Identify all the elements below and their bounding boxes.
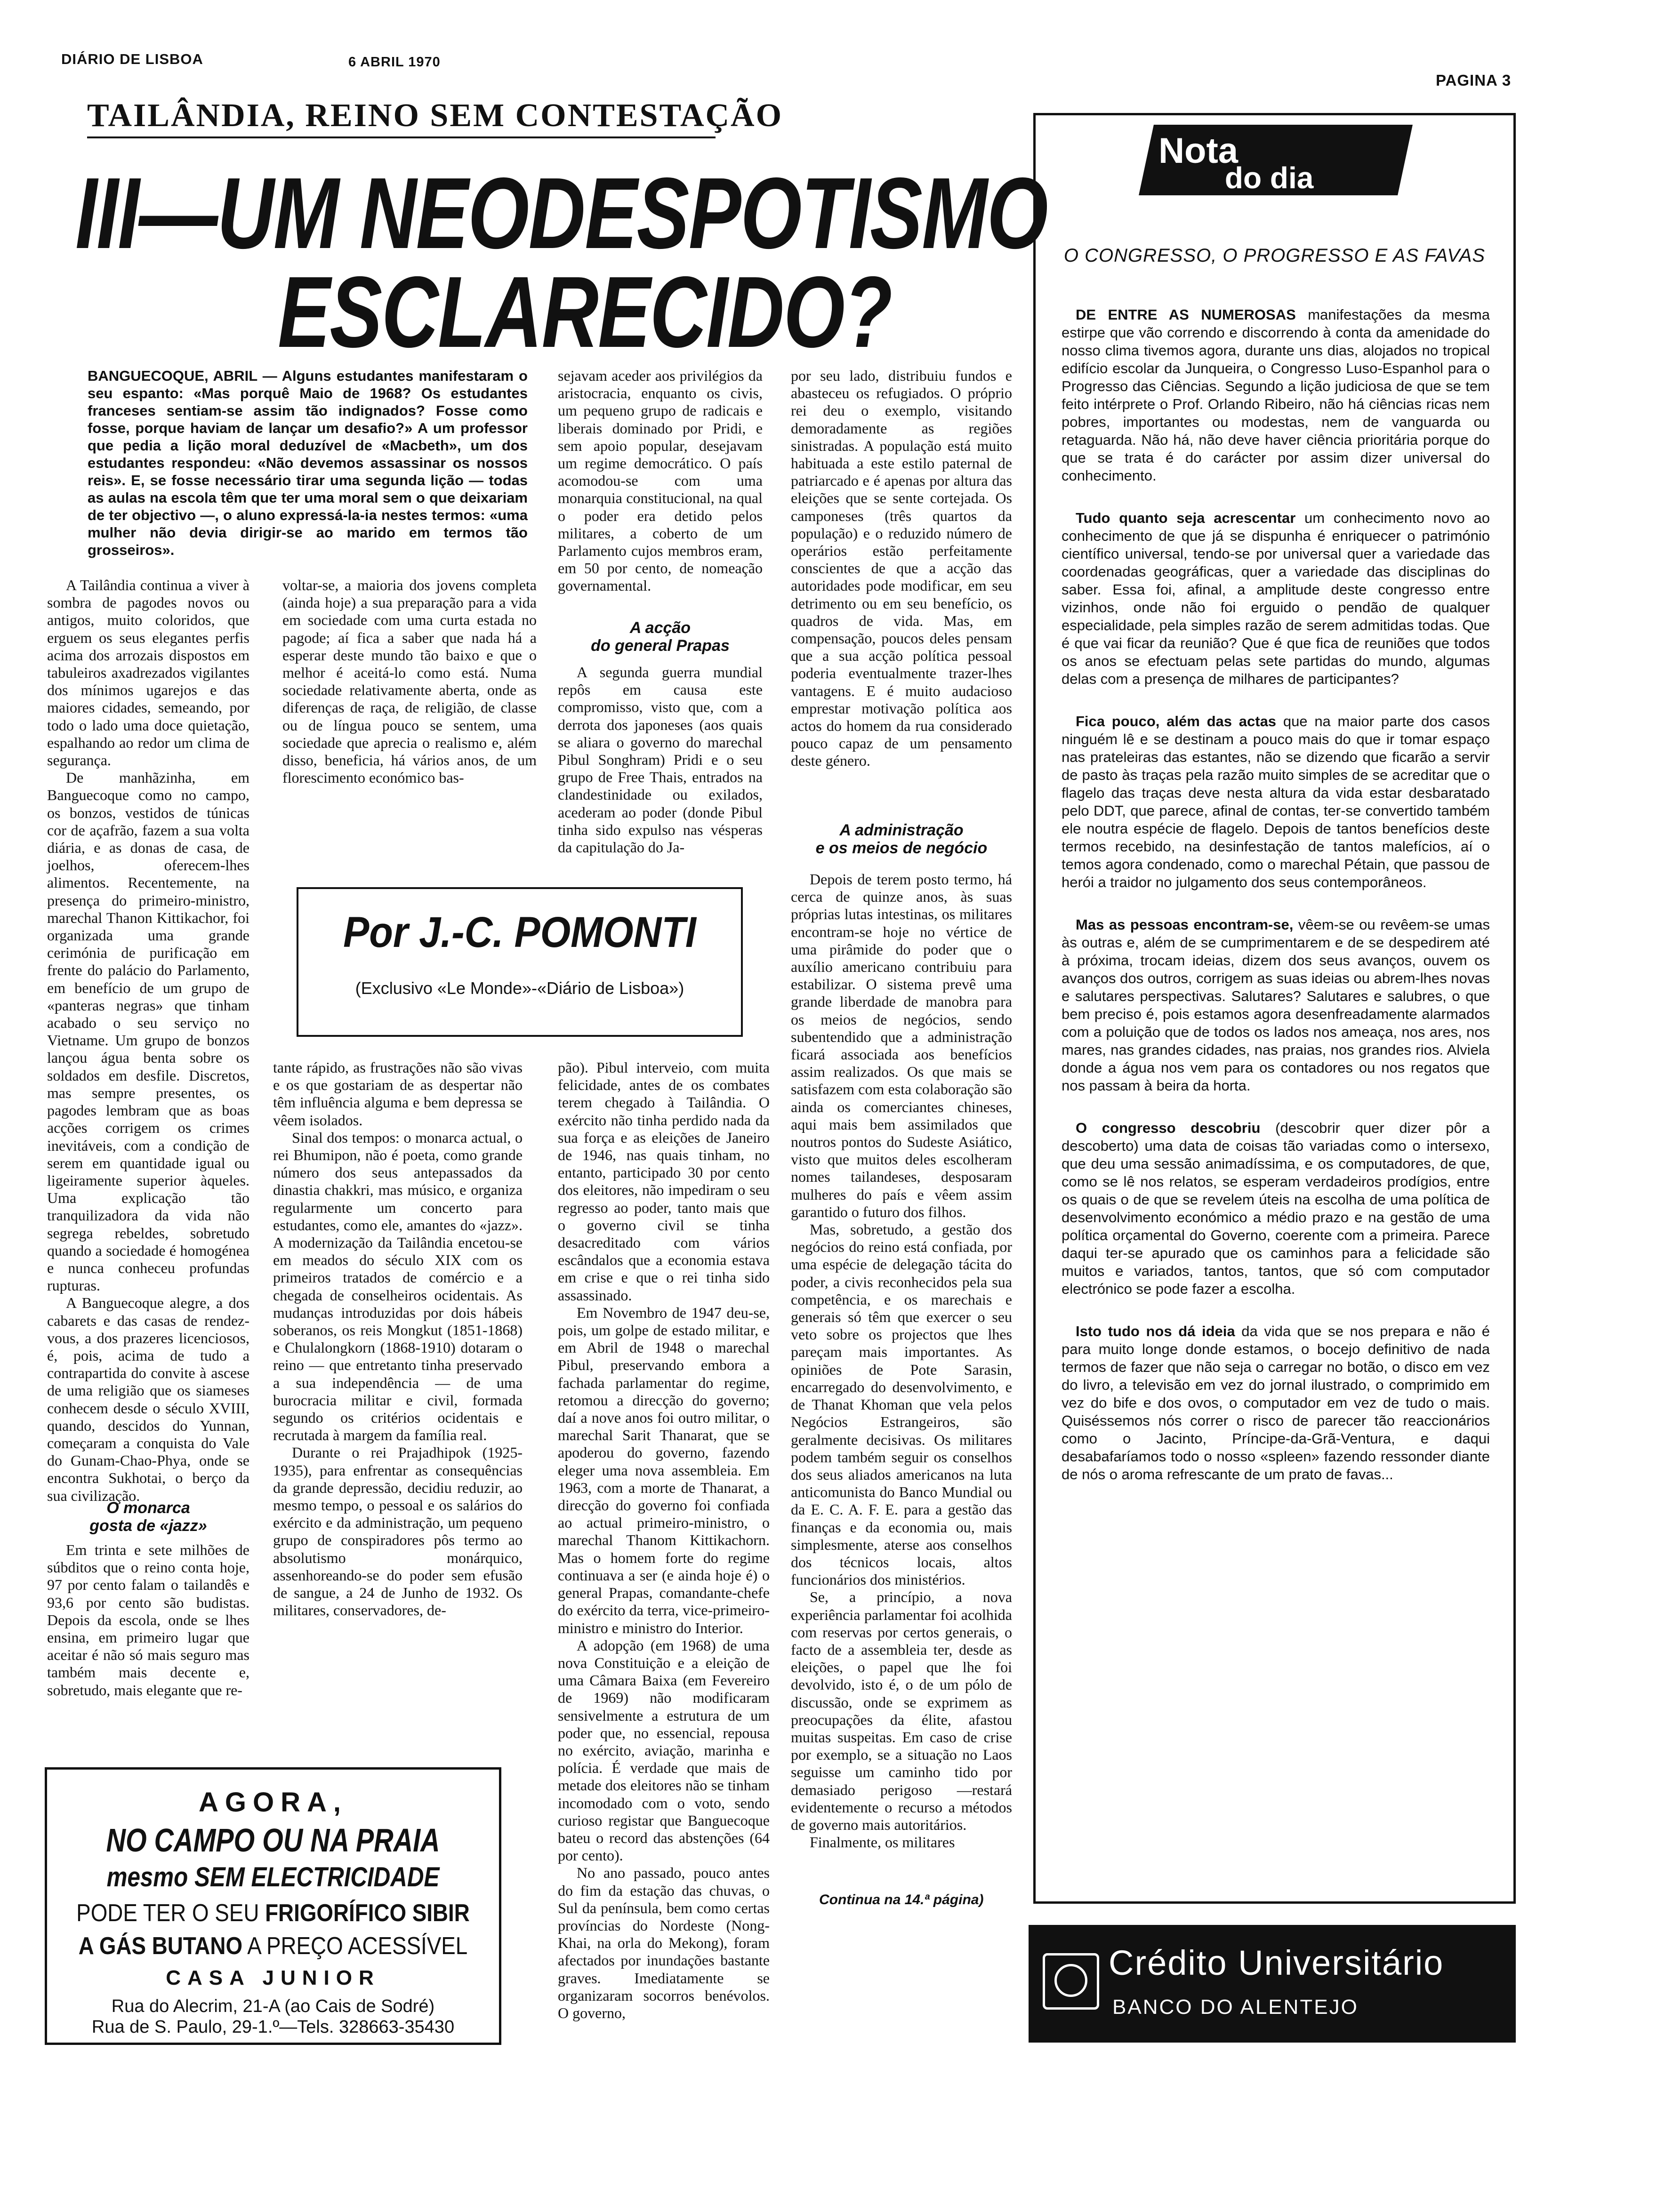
subhead-line: do general Prapas xyxy=(591,637,730,655)
ad-address-1: Rua do Alecrim, 21-A (ao Cais de Sodré) xyxy=(111,1996,435,2016)
paragraph: Sinal dos tempos: o monarca actual, o rei Bhumipon, não é poeta, como grande número dos seus antepassados da dinastia chakkri, mas músico, e organiza regularmente um concerto para estudantes, como ele, amantes do «jazz». A modernização da Tailândia encetou-se em meados do século XIX com os primeiros tratados de comércio e a chegada de conselheiros ocidentais. As mudanças introduzidas por dois hábeis soberanos, os reis Mongkut (1851-1868) e Chulalongkorn (1868-1910) dotaram o reino — que entretanto tinha preservado a sua independência — de uma burocracia militar e civil, formada segundo os critérios ocidentais e recrutada à margem da família real. xyxy=(273,1129,523,1444)
bank-ad xyxy=(1029,1925,1516,2043)
ad-line5 xyxy=(74,1932,472,1960)
subhead-prapas xyxy=(558,619,763,655)
nota-logo-line1: Nota xyxy=(1158,131,1239,171)
paragraph: pão). Pibul interveio, com muita felicidade, antes de os combates terem chegado à Tailândia. O exército não tinha perdido nada da sua força e as eleições de Janeiro de 1946, nas quais tinham, no entanto, participado 30 por cento dos eleitores, não impediram o seu regresso ao poder, tanto mais que o governo civil se tinha desacreditado com vários escândalos que a economia estava em crise e que o rei tinha sido assassinado. xyxy=(558,1059,770,1304)
nota-paragraph xyxy=(1062,1119,1490,1298)
ad-line5-text: A PREÇO ACESSÍVEL xyxy=(247,1932,468,1960)
paragraph: A Banguecoque alegre, a dos cabarets e das casas de rendez-vous, a dos prazeres licenciosos, é, pois, acima de tudo a contrapartida do convite à ascese de uma religião que os siameses conhecem desde o século XVIII, quando, descidos do Yunnan, começaram a conquista do Vale do Gunam-Chao-Phya, onde se encontra Sukhotai, o berço da sua civilização. xyxy=(47,1294,249,1504)
ad-address-2: Rua de S. Paulo, 29-1.º—Tels. 328663-35430 xyxy=(91,2017,455,2037)
paragraph: por seu lado, distribuiu fundos e abasteceu os refugiados. O próprio rei deu o exemplo, visitando demoradamente as regiões sinistradas. A população está muito habituada a este estilo paternal de patriarcado e é apenas por altura das eleições que se sente cortejada. Os camponeses (três quartos da população) e o reduzido número de operários estão perfeitamente conscientes de que a acção das autoridades pode modificar, em seu detrimento ou em seu benefício, os quadros de vida. Mas, em compensação, poucos deles pensam que a sua acção política pessoal poderia eventualmente trazer-lhes vantagens. E é muito audacioso emprestar motivação política aos actos do homem da rua considerado pouco capaz de um pensamento deste género. xyxy=(791,367,1012,769)
article-column-4 xyxy=(791,367,1012,770)
ad-line3: mesmo SEM ELECTRICIDADE xyxy=(106,1862,440,1892)
subhead-administracao xyxy=(791,821,1012,857)
article-column-2b xyxy=(273,1059,523,1619)
subhead-line: A administração xyxy=(839,821,964,839)
article-column-4b xyxy=(791,871,1012,1851)
continued-note: Continua na 14.ª página) xyxy=(819,1892,984,1907)
ad-shop-name: CASA JUNIOR xyxy=(166,1966,380,1989)
paragraph: Em Novembro de 1947 deu-se, pois, um golpe de estado militar, e em Abril de 1948 o marechal Pibul, preservando embora a fachada parlamentar do regime, retomou a direcção do governo; daí a nove anos foi outro militar, o marechal Sarit Thanarat, que se apoderou do governo, fazendo eleger uma nova assembleia. Em 1963, com a morte de Thanarat, a direcção do governo foi confiada ao actual primeiro-ministro, o marechal Thanom Kittikachorn. Mas o homem forte do regime continuava a ser (e ainda hoje é) o general Prapas, comandante-chefe do exército da terra, vice-primeiro-ministro e ministro do Interior. xyxy=(558,1304,770,1636)
nota-paragraph-lead: Tudo quanto seja acrescentar xyxy=(1076,510,1296,526)
ad-headline: AGORA, xyxy=(199,1787,347,1818)
nota-paragraph-lead: DE ENTRE AS NUMEROSAS xyxy=(1076,306,1296,323)
byline-note: (Exclusivo «Le Monde»-«Diário de Lisboa») xyxy=(355,978,684,998)
ad-line4-text: PODE TER O SEU xyxy=(76,1899,259,1927)
nota-paragraph-lead: O congresso descobriu xyxy=(1076,1120,1261,1136)
article-column-1 xyxy=(47,577,249,1505)
nota-do-dia-box xyxy=(1033,113,1516,1904)
nota-paragraph-text: da vida que se nos prepara e não é para muito longe donde estamos, o bocejo definitivo de nada termos de fazer que não seja o carregar no botão, o disco em vez do livro, a televisão em vez do jornal ilustrado, o comprimido em vez do bife e dos ovos, o computador em vez de tudo o mais. Quiséssemos nós correr o risco de parecer tão reaccionários como o Jacinto, Príncipe-da-Grã-Ventura, e daqui desabafaríamos todo o nosso «spleen» fazendo ressonder diante de nós o aroma refrescante de um prato de favas... xyxy=(1062,1323,1490,1483)
article-column-3b xyxy=(558,1059,770,2022)
byline: Por J.-C. POMONTI xyxy=(343,908,696,956)
ad-line4-product: FRIGORÍFICO SIBIR xyxy=(265,1899,470,1927)
nota-paragraph-lead: Fica pouco, além das actas xyxy=(1076,713,1277,729)
bank-name: Crédito Universitário xyxy=(1109,1943,1444,1982)
nota-paragraph-text: um conhecimento novo ao conhecimento de que já se dispunha é enriquecer o património científico universal, tendo-se por universal quer a variedade das coordenadas geográficas, quer a variedade das disciplinas do saber. Essa foi, afinal, a amplitude deste congresso entre vizinhos, onde não foi erguido o pendão de qualquer especialidade, pela simples razão de serem admitidas todas. Que é que vai ficar da reunião? Que é que fica de reuniões que todos os anos se efectuam pelas sete partidas do mundo, algumas delas com a presença de milhares de participantes? xyxy=(1062,510,1490,687)
nota-paragraph xyxy=(1062,713,1490,891)
nota-paragraph-text: que na maior parte dos casos ninguém lê e se destinam a pouco mais do que ir tomar espaço nas prateleiras das estantes, não se dizendo que ficarão a servir de pasto às traças pela razão muito simples de se acreditar que o flagelo das traças deve nesta altura da vida estar desbaratado pelo DDT, que parece, afinal de contas, ter-se convertido também ele noutra espécie de flagelo. Depois de tantos benefícios deste termos recebido, na desinfestação de tantos malefícios, aí o temos agora condenado, como o marechal Pétain, que passou de herói a traidor no julgamento dos seus contemporâneos. xyxy=(1062,713,1490,890)
subhead-line: A acção xyxy=(629,619,691,637)
nota-logo xyxy=(1139,125,1413,195)
paragraph: A adopção (em 1968) de uma nova Constituição e a eleição de uma Câmara Baixa (em Fevereiro de 1969) não modificaram sensivelmente a estrutura de um poder que, no essencial, repousa no exército, aviação, marinha e polícia. É verdade que mais de metade dos eleitores não se tinham incomodado com o voto, sendo curioso registar que Banguecoque bateu o record das abstenções (64 por cento). xyxy=(558,1636,770,1864)
paragraph: De manhãzinha, em Banguecoque como no campo, os bonzos, vestidos de túnicas cor de açafrão, fazem a sua volta diária, e as donas de casa, de joelhos, oferecem-lhes alimentos. Recentemente, na presença do primeiro-ministro, marechal Thanon Kittikachor, foi organizada uma grande cerimónia de purificação em frente do palácio do Parlamento, em benefício de um grupo de «panteras negras» que tinham acabado o seu serviço no Vietname. Um grupo de bonzos lançou água benta sobre os soldados em desfile. Discretos, mas sempre presentes, os pagodes lembram que as boas acções corrigem os crimes inevitáveis, com a condição de serem em quantidade igual ou ligeiramente superior àqueles. Uma explicação tão tranquilizadora da vida não segrega rebeldes, sobretudo quando a sociedade é homogénea e nunca conheceu profundas rupturas. xyxy=(47,769,249,1294)
ad-line2: NO CAMPO OU NA PRAIA xyxy=(106,1822,440,1859)
nota-paragraph-lead: Isto tudo nos dá ideia xyxy=(1076,1323,1235,1339)
ad-line5-fuel: A GÁS BUTANO xyxy=(78,1932,243,1960)
nota-paragraph-lead: Mas as pessoas encontram-se, xyxy=(1076,916,1294,933)
paragraph: Se, a princípio, a nova experiência parlamentar foi acolhida com reservas por certos generais, o facto de a assembleia ter, desde as eleições, o papel que lhe foi devolvido, isto é, o de um pólo de discussão, onde se exprimem as preocupações da élite, afastou muitas suspeitas. Em caso de crise por exemplo, se a situação no Laos seguisse um caminho tido por demasiado perigoso —restará evidentemente o recurso a métodos de governo mais autoritários. xyxy=(791,1588,1012,1833)
nota-paragraph xyxy=(1062,916,1490,1095)
paragraph: No ano passado, pouco antes do fim da estação das chuvas, o Sul da península, bem como certas províncias do Nordeste (Nong-Khai, na orla do Mekong), foram afectados por inundações bastante graves. Imediatamente se organizaram socorros benévolos. O governo, xyxy=(558,1864,770,2021)
nota-body xyxy=(1062,306,1490,1508)
frigorifico-ad xyxy=(45,1767,501,2045)
paragraph: A segunda guerra mundial repôs em causa este compromisso, visto que, com a derrota dos japoneses (aos quais se aliara o governo do marechal Pibul Songhram) Pridi e o seu grupo de Free Thais, entrados na clandestinidade ou exilados, acederam ao poder (donde Pibul tinha sido expulso nas vésperas da capitulação do Ja- xyxy=(558,664,763,856)
lead-text: Alguns estudantes manifestaram o seu espanto: «Mas porquê Maio de 1968? Os estudantes franceses sentiam-se assim tão indignados? Fosse como fosse, porque haviam de lançar um desafio?» A um professor que pedia a lição moral deduzível de «Macbeth», um dos estudantes respondeu: «Não devemos assassinar os nossos reis». E, se fosse necessário tirar uma segunda lição — todas as aulas na escola têm que ter uma moral sem o que deixariam de ter objectivo —, o aluno expressá-la-ia nestes termos: «uma mulher não devia dirigir-se ao marido em termos tão grosseiros». xyxy=(88,368,528,558)
paragraph: Durante o rei Prajadhipok (1925-1935), para enfrentar as consequências da grande depressão, decidiu reduzir, ao mesmo tempo, o pessoal e os salários do exército e da administração, um pequeno grupo de conspiradores pôs termo ao absolutismo monárquico, assenhoreando-se do poder sem efusão de sangue, a 24 de Junho de 1932. Os militares, conservadores, de- xyxy=(273,1444,523,1619)
paragraph: voltar-se, a maioria dos jovens completa (ainda hoje) a sua preparação para a vida em sociedade com uma curta estada no pagode; aí fica a saber que nada há a esperar deste mundo tão baixo e que o melhor é aceitá-lo como está. Numa sociedade relativamente aberta, onde as diferenças de raça, de religião, de classe ou de língua pouco se sentem, uma sociedade que aprecia o realismo e, além disso, beneficia, há vários anos, de um florescimento económico bas- xyxy=(282,577,537,786)
issue-date: 6 ABRIL 1970 xyxy=(348,55,441,70)
article-column-1b xyxy=(47,1541,249,1699)
subhead-line: gosta de «jazz» xyxy=(89,1517,207,1535)
article-column-2 xyxy=(282,577,537,786)
dateline: BANGUECOQUE, ABRIL — xyxy=(88,368,277,384)
nota-logo-line2: do dia xyxy=(1224,161,1314,195)
nota-paragraph xyxy=(1062,1322,1490,1483)
nota-paragraph-text: vêem-se ou revêem-se umas às outras e, além de se cumprimentarem e de se despedirem até à próxima, trocam ideias, dizem dos seus avanços, ouvem os avanços dos outros, corrigem as suas ideias ou abrem-lhes novas e salutares perspectivas. Salutares? Salutares e salubres, o que bem preciso é, pois estamos agora desenfreadamente alarmados com a poluição que de todos os lados nos ameaça, nos ares, nos mares, nas grandes cidades, nas praias, nos grandes rios. Alviela donde a água nos vem para os contadores ou nos regatos que nos passam à beira da horta. xyxy=(1062,916,1490,1094)
newspaper-name: DIÁRIO DE LISBOA xyxy=(61,51,203,67)
page-number: PAGINA 3 xyxy=(1436,72,1512,89)
paragraph: sejavam aceder aos privilégios da aristocracia, enquanto os civis, um pequeno grupo de radicais e liberais dominado por Pridi, e sem apoio popular, desejavam um regime democrático. O país acomodou-se com uma monarquia constitucional, na qual o poder era detido pelos militares, a coberto de um Parlamento cujos membros eram, em 50 por cento, de nomeação governamental. xyxy=(558,367,763,594)
byline-box xyxy=(297,887,743,1037)
article-kicker: TAILÂNDIA, REINO SEM CONTESTAÇÃO xyxy=(87,97,783,134)
paragraph: A Tailândia continua a viver à sombra de pagodes novos ou antigos, muito coloridos, que erguem os seus elegantes perfis acima dos arrozais dispostos em tabuleiros axadrezados vigilantes dos mínimos ugarejos e das maiores cidades, semeando, por todo o lado uma doce quietação, espalhando ao redor um clima de segurança. xyxy=(47,577,249,769)
paragraph: Finalmente, os militares xyxy=(810,1834,955,1851)
paragraph: Em trinta e sete milhões de súbditos que o reino conta hoje, 97 por cento falam o tailandês e 93,6 por cento são budistas. Depois da escola, onde se lhes ensina, em primeiro lugar que aceitar é não só mais seguro mas também mais decente e, sobretudo, mais elegante que re- xyxy=(47,1541,249,1699)
article-column-3-mid xyxy=(558,664,763,856)
paragraph: Depois de terem posto termo, há cerca de quinze anos, às suas próprias lutas intestinas, os militares encontram-se hoje no vértice de uma pirâmide do poder que o auxílio americano contribuiu para estabilizar. O sistema prevê uma grande liberdade de manobra para os meios de negócios, sendo subentendido que a administração ficará associada aos benefícios assim realizados. Os que mais se satisfazem com esta colaboração são ainda os comerciantes chineses, aqui mais bem assimilados que noutros pontos do Sudeste Asiático, visto que muitos deles escolheram nomes tailandeses, desposaram mulheres do país e vêem assim garantido o futuro dos filhos. xyxy=(791,871,1012,1220)
article-title-line2: ESCLARECIDO? xyxy=(278,255,892,369)
paragraph: tante rápido, as frustrações não são vivas e os que gostariam de as despertar não têm influência alguma e bem depressa se vêem isolados. xyxy=(273,1059,523,1129)
nota-title: O CONGRESSO, O PROGRESSO E AS FAVAS xyxy=(1063,245,1486,266)
article-lead xyxy=(88,367,528,559)
subhead-line: e os meios de negócio xyxy=(815,839,988,857)
nota-paragraph xyxy=(1062,509,1490,688)
nota-paragraph xyxy=(1062,306,1490,485)
bank-logo-icon xyxy=(1043,1953,1099,2010)
ad-line4 xyxy=(74,1899,472,1927)
subhead-monarca xyxy=(47,1499,249,1535)
paragraph: Mas, sobretudo, a gestão dos negócios do reino está confiada, por uma espécie de delegação tácita do poder, a civis reconhecidos pela sua competência, e os marechais e generais só têm que exercer o seu veto sobre os projectos que lhes pareçam mais importantes. As opiniões de Pote Sarasin, encarregado do desenvolvimento, e de Thanat Khoman que vela pelos Negócios Estrangeiros, são geralmente decisivas. Os militares podem também seguir os conselhos dos seus aliados americanos na luta anticomunista do Banco Mundial ou da E. C. A. F. E. para a gestão das finanças e da economia ou, mais simplesmente, aterse aos conselhos dos técnicos locais, altos funcionários dos ministérios. xyxy=(791,1221,1012,1588)
article-title-line1: III—UM NEODESPOTISMO xyxy=(75,156,1048,270)
subhead-line: O monarca xyxy=(106,1499,190,1517)
bank-subtitle: BANCO DO ALENTEJO xyxy=(1112,1996,1359,2019)
nota-paragraph-text: (descobrir quer dizer pôr a descoberto) uma data de coisas tão variadas como o intersexo, que deu uma sessão animadíssima, e os computadores, de que, como se lê nos relatos, se esperam verdadeiros prodígios, entre os quais o de que se revelem úteis na escolha de uma política de desenvolvimento económico a médio prazo e na gestão de uma política orçamental do Governo, coerente com a primeira. Parece daqui ter-se apurado que os caminhos para a felicidade são muitos e variados, tantos, tantos, que só com computador electrónico se pode fazer a escolha. xyxy=(1062,1120,1490,1297)
nota-paragraph-text: manifestações da mesma estirpe que vão correndo e discorrendo à conta da amenidade do nosso clima tivemos agora, durante uns dias, alojados no tropical edifício escolar da Junqueira, o Congresso Luso-Espanhol para o Progresso das Ciências. Segundo a lição judiciosa de que se tem feito intérprete o Prof. Orlando Ribeiro, não há ciências ricas nem pobres, importantes ou modestas, nem de vanguarda ou retaguarda. Não há, não deve haver ciência prioritária porque do que se trata é do carácter por assim dizer universal do conhecimento. xyxy=(1062,306,1490,484)
kicker-underline xyxy=(87,136,716,138)
article-column-3 xyxy=(558,367,763,595)
